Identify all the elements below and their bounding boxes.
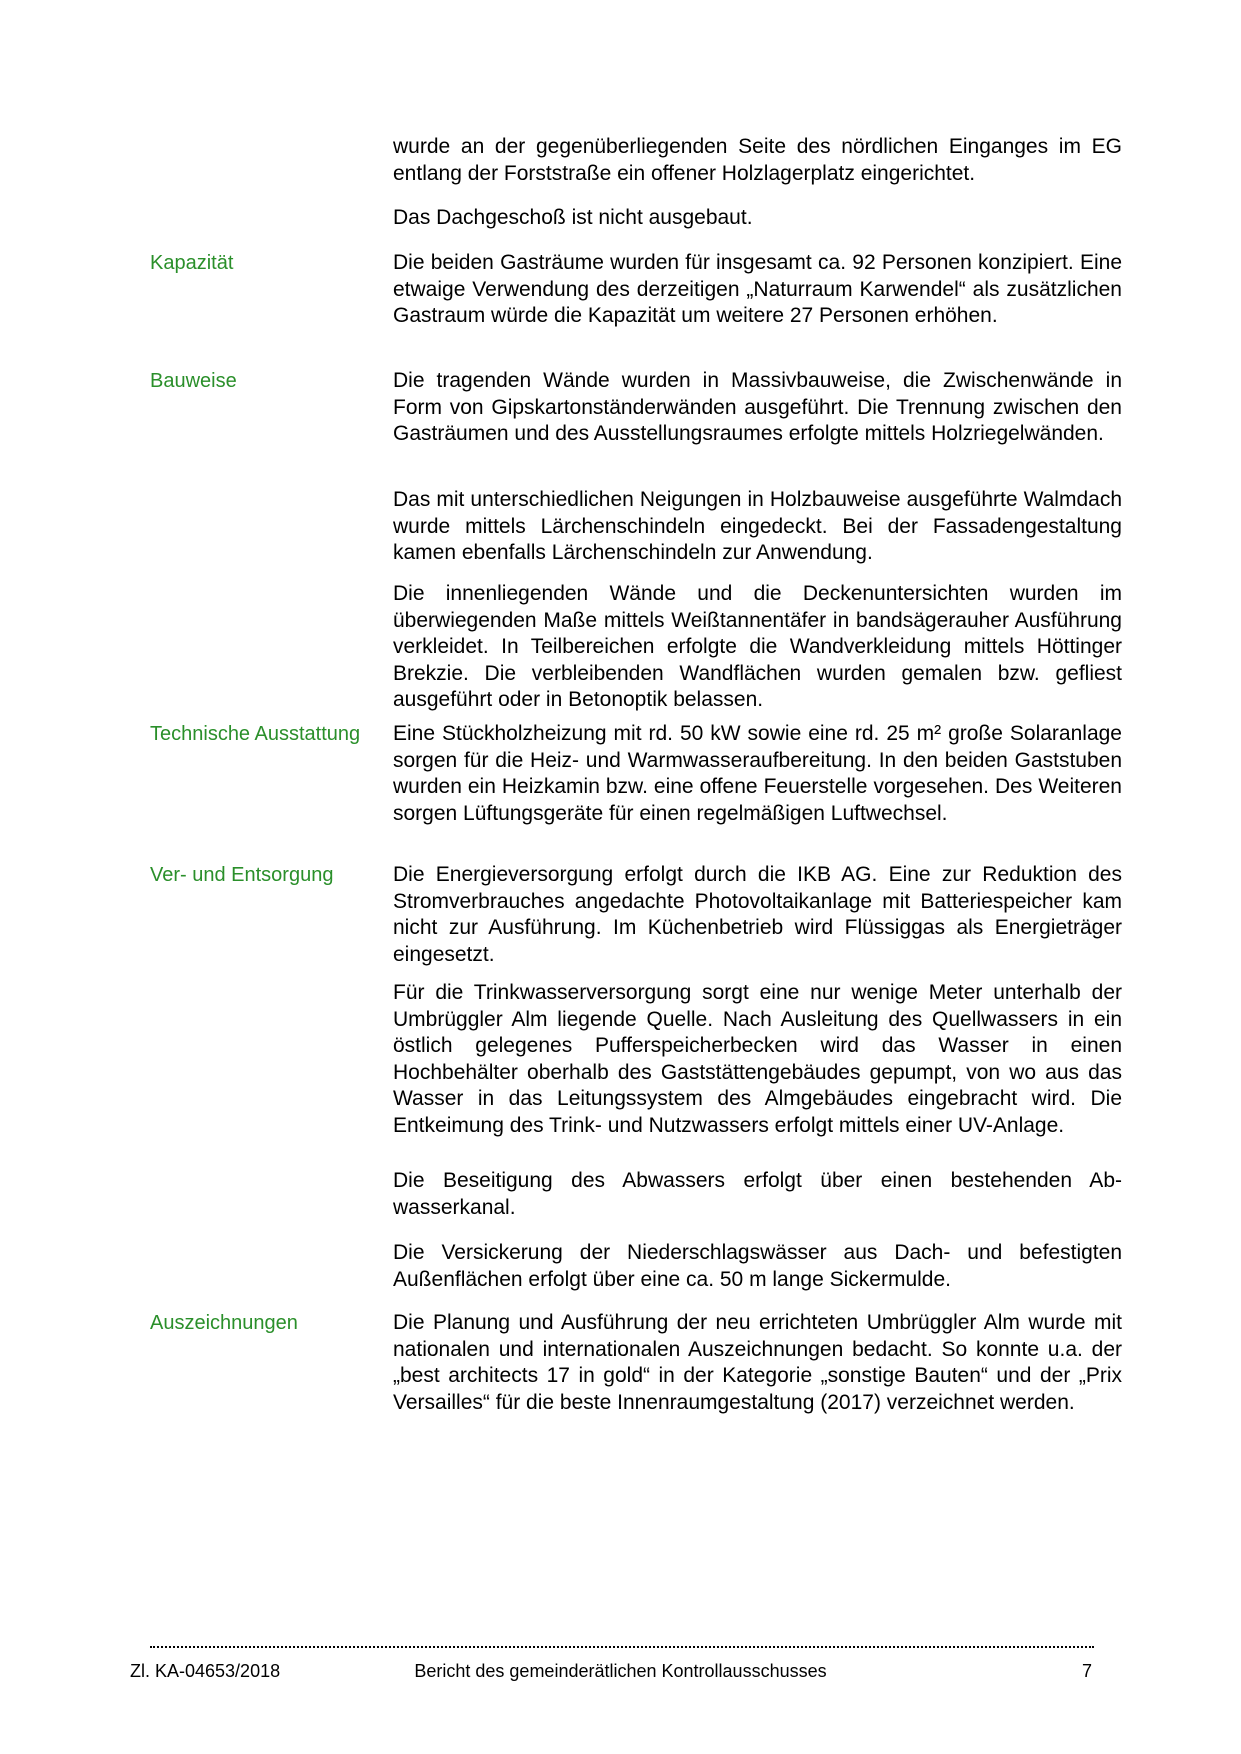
paragraph-versorgung-2: Für die Trinkwasserversorgung sorgt eine nur wenige Meter unterhalb der Umbrüggler Alm liegende Quelle. Nach Ausleitung des Quellwassers in ein östlich gelegenes Pufferspeicherbecken wird das Wasser in einen Hochbehälter oberhalb des Gaststättengebäudes gepumpt, von wo aus das Wasser in das Leitungssystem des Almgebäudes eingebracht wird. Die Entkeimung des Trink- und Nutzwassers erfolgt mittels einer UV-Anlage.: [393, 981, 1122, 1137]
footer-reference: Zl. KA-04653/2018: [130, 1661, 281, 1681]
section-label-kapazitaet: Kapazität: [150, 252, 234, 274]
section-label-versorgung: Ver- und Entsorgung: [150, 864, 334, 886]
paragraph-technik: Eine Stückholzheizung mit rd. 50 kW sowie eine rd. 25 m² große Solaranlage sorgen für die Heiz- und Warmwasseraufbereitung. In den beiden Gaststuben wurden ein Heizkamin bzw. eine offene Feuerstelle vorgesehen. Des Weiteren sorgen Lüftungsgeräte für einen regelmäßigen Luftwechsel.: [393, 722, 1122, 825]
section-label-bauweise: Bauweise: [150, 370, 237, 392]
section-label-technik: Technische Ausstattung: [150, 723, 361, 745]
paragraph-bauweise-3: Die innenliegenden Wände und die Deckenuntersichten wurden im überwiegenden Maße mittels Weißtannentäfer in bandsägerauher Ausführung verkleidet. In Teilbereichen erfolgte die Wandverkleidung mittels Höttinger Brekzie. Die verbleibenden Wandflächen wurden gemalen bzw. gefliest ausgeführt oder in Betonoptik belassen.: [393, 582, 1122, 711]
footer-divider: [150, 1646, 1094, 1648]
paragraph-versorgung-1: Die Energieversorgung erfolgt durch die IKB AG. Eine zur Reduktion des Stromverbrauches angedachte Photovoltaikanlage mit Batteriespeicher kam nicht zur Ausführung. Im Küchenbetrieb wird Flüssiggas als Energieträger eingesetzt.: [393, 863, 1122, 966]
paragraph-versorgung-3: Die Beseitigung des Abwassers erfolgt über einen bestehenden Abwasserkanal.: [393, 1169, 1122, 1219]
paragraph-kapazitaet: Die beiden Gasträume wurden für insgesamt ca. 92 Personen konzipiert. Eine etwaige Verwendung des derzeitigen „Naturraum Karwendel“ als zusätzlichen Gastraum würde die Kapazität um weitere 27 Personen erhöhen.: [393, 251, 1122, 327]
paragraph-auszeichnungen: Die Planung und Ausführung der neu errichteten Umbrüggler Alm wurde mit nationalen und internationalen Auszeichnungen bedacht. So konnte u.a. der „best architects 17 in gold“ in der Kategorie „sonstige Bauten“ und der „Prix Versailles“ für die beste Innenraumgestaltung (2017) verzeichnet werden.: [393, 1311, 1122, 1414]
page-number: 7: [1082, 1661, 1093, 1681]
section-label-auszeichnungen: Auszeichnungen: [150, 1312, 298, 1334]
paragraph-bauweise-1: Die tragenden Wände wurden in Massivbauweise, die Zwischenwände in Form von Gipskartonständerwänden ausgeführt. Die Trennung zwischen den Gasträumen und des Ausstellungsraumes erfolgte mittels Holzriegelwänden.: [393, 369, 1122, 445]
paragraph-versorgung-4: Die Versickerung der Niederschlagswässer aus Dach- und befestigten Außenflächen erfolgt über eine ca. 50 m lange Sickermulde.: [393, 1241, 1122, 1291]
paragraph-bauweise-2: Das mit unterschiedlichen Neigungen in Holzbauweise ausgeführte Walmdach wurde mittels Lärchenschindeln eingedeckt. Bei der Fassadengestaltung kamen ebenfalls Lärchenschindeln zur Anwendung.: [393, 488, 1122, 564]
footer-title: Bericht des gemeinderätlichen Kontrollausschusses: [414, 1661, 827, 1681]
paragraph-intro-1: wurde an der gegenüberliegenden Seite des nördlichen Einganges im EG entlang der Forststraße ein offener Holzlagerplatz eingerichtet.: [393, 135, 1122, 185]
paragraph-intro-2: Das Dachgeschoß ist nicht ausgebaut.: [393, 206, 753, 229]
